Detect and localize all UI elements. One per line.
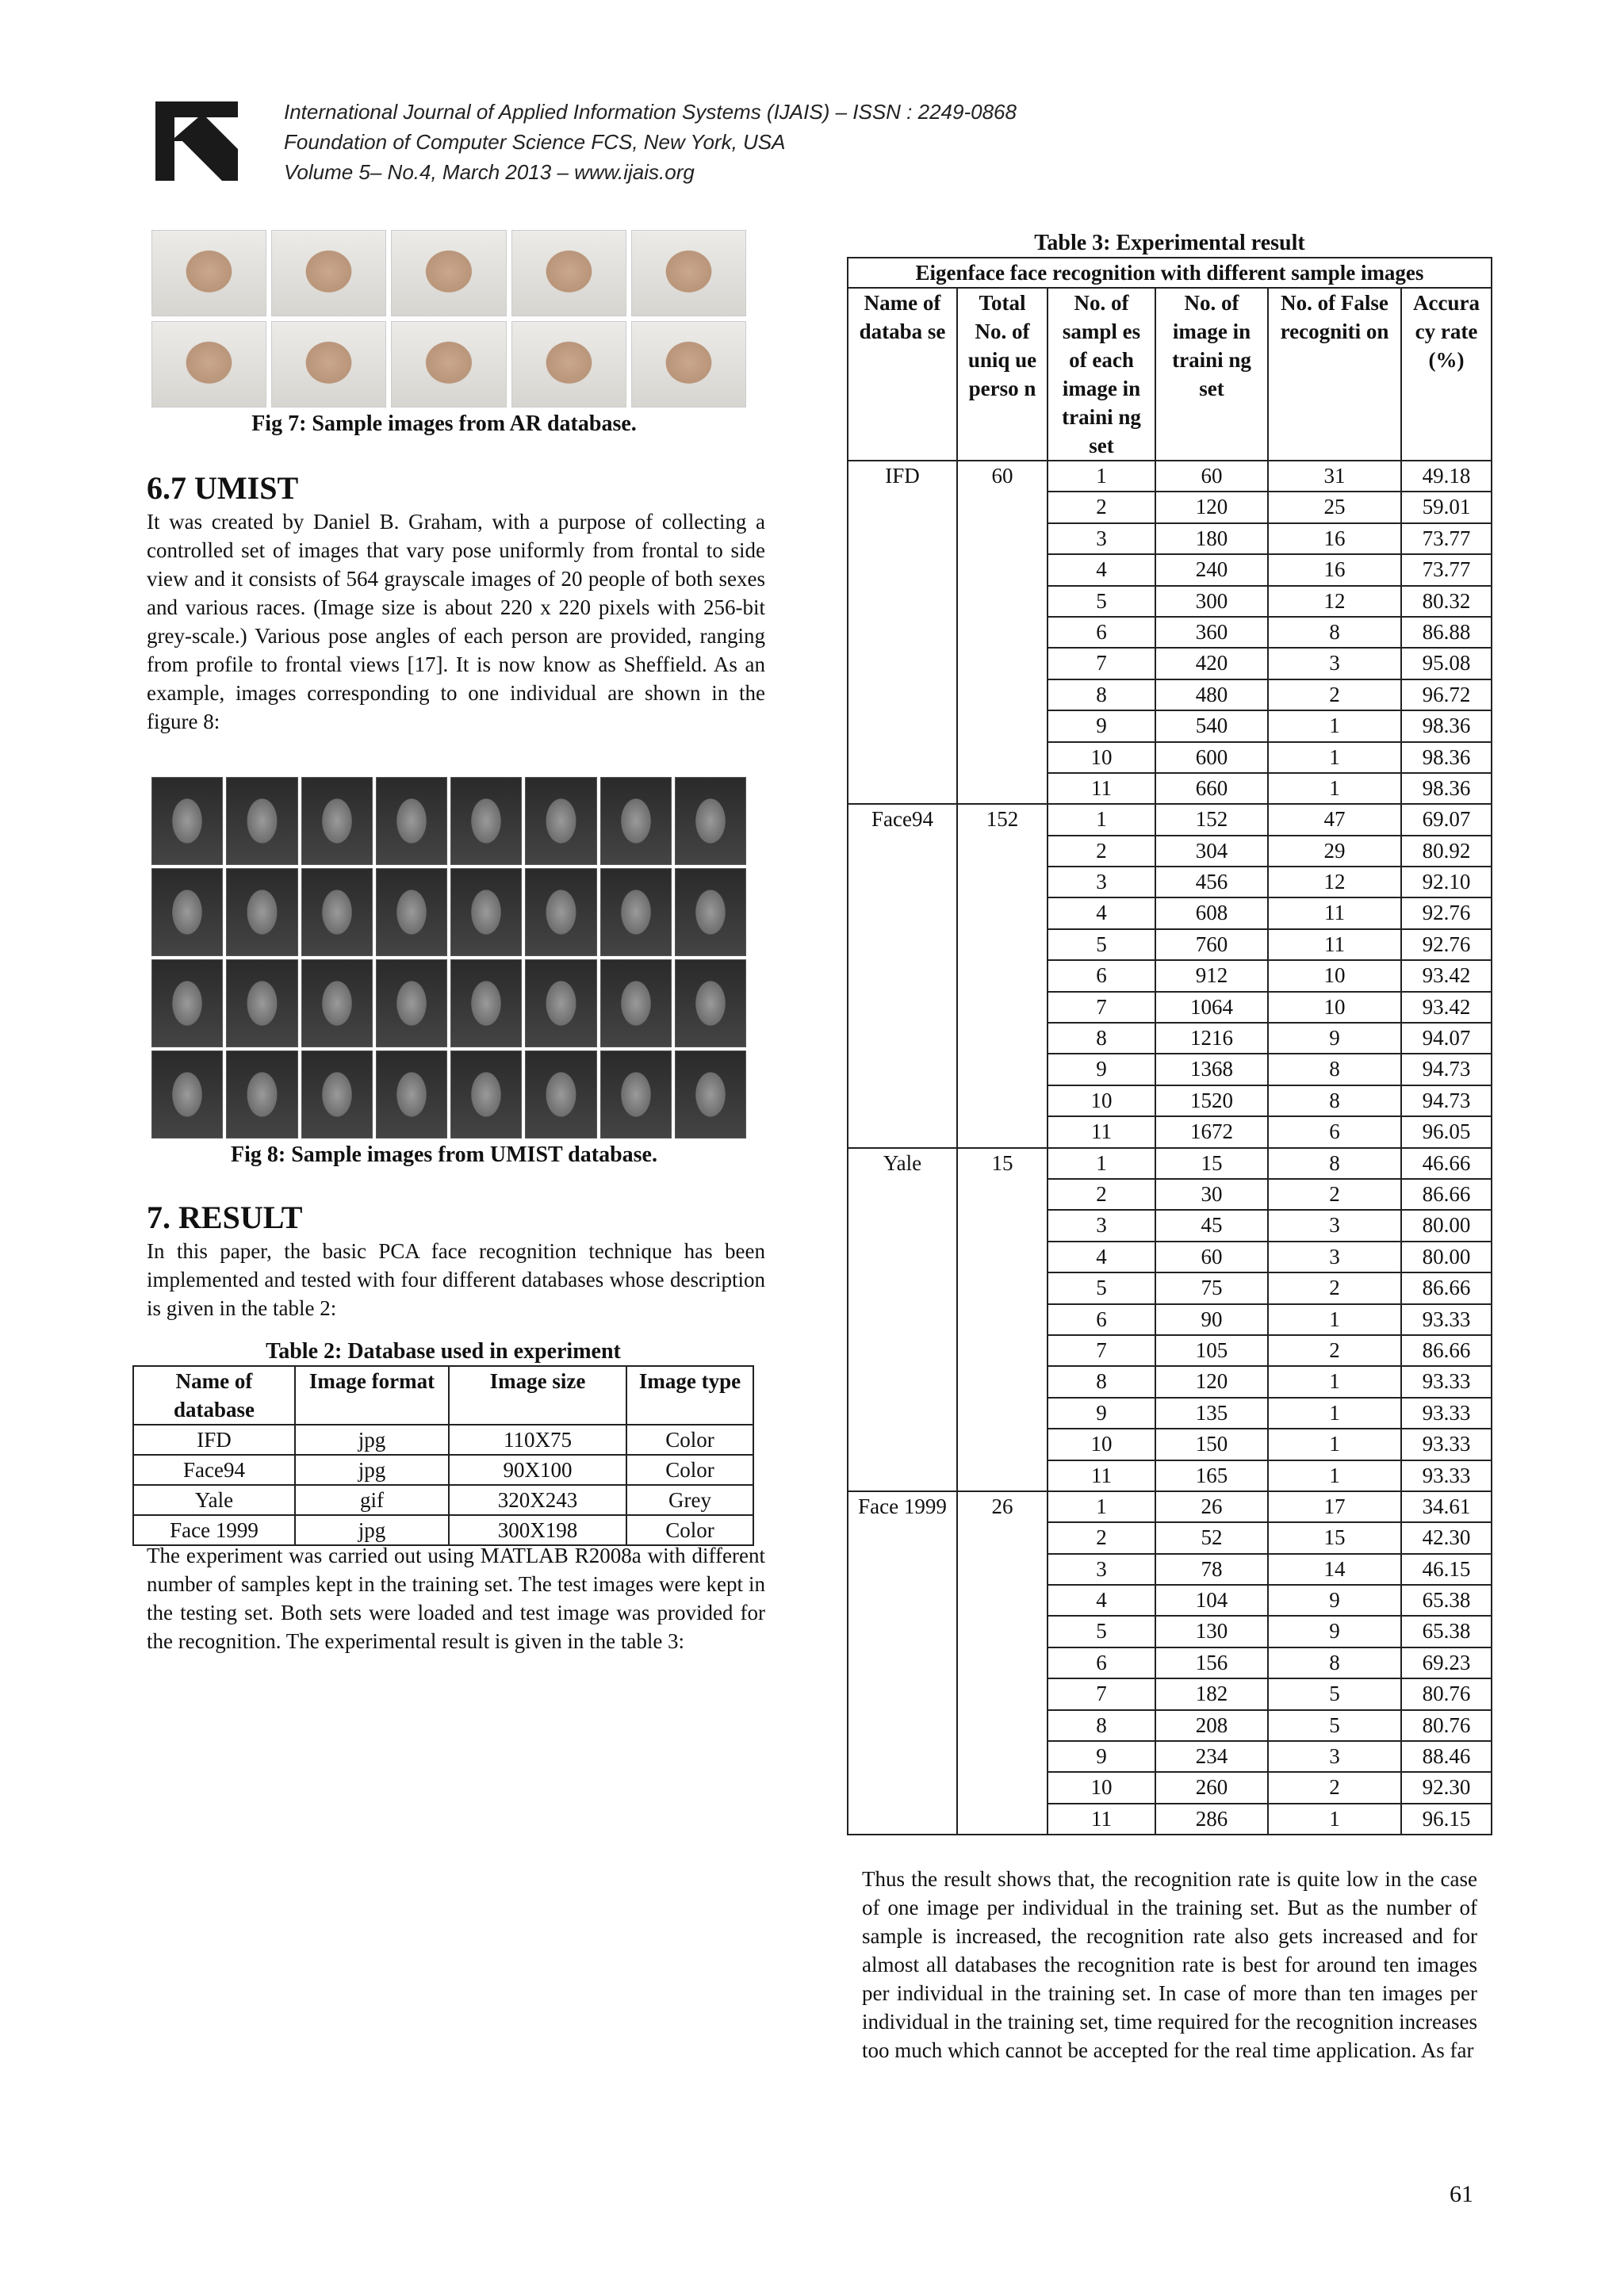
table-cell: 11 bbox=[1268, 929, 1401, 960]
table-cell: 15 bbox=[1268, 1522, 1401, 1553]
table-cell: 1 bbox=[1048, 804, 1155, 835]
column-header: Image type bbox=[626, 1366, 753, 1425]
table-cell: 3 bbox=[1268, 1210, 1401, 1241]
table-cell: 8 bbox=[1268, 1647, 1401, 1678]
table-row bbox=[848, 461, 1492, 492]
journal-logo bbox=[151, 97, 243, 186]
table-cell: 80.92 bbox=[1401, 836, 1492, 867]
table-cell: 26 bbox=[1155, 1491, 1268, 1522]
table-cell: 2 bbox=[1268, 1272, 1401, 1303]
table-cell: 73.77 bbox=[1401, 554, 1492, 585]
table-cell: 1 bbox=[1268, 1804, 1401, 1835]
table-cell: 42.30 bbox=[1401, 1522, 1492, 1553]
total-persons-cell: 15 bbox=[957, 1148, 1048, 1491]
face-image bbox=[301, 1050, 373, 1138]
table-cell: 4 bbox=[1048, 897, 1155, 928]
table-cell: 52 bbox=[1155, 1522, 1268, 1553]
table-3 bbox=[847, 257, 1492, 1835]
database-name-cell: Yale bbox=[848, 1148, 957, 1491]
table-cell: 86.66 bbox=[1401, 1179, 1492, 1210]
table-cell: 11 bbox=[1048, 773, 1155, 804]
table-cell: 16 bbox=[1268, 554, 1401, 585]
database-name-cell: Face94 bbox=[848, 804, 957, 1147]
table-cell: 6 bbox=[1048, 617, 1155, 648]
table-cell: 152 bbox=[1155, 804, 1268, 835]
face-image bbox=[600, 1050, 672, 1138]
column-header: No. of False recogniti on bbox=[1268, 288, 1401, 461]
table-cell: 4 bbox=[1048, 1242, 1155, 1272]
face-image bbox=[675, 868, 746, 956]
table-cell: 1 bbox=[1268, 773, 1401, 804]
table-cell: 60 bbox=[1155, 1242, 1268, 1272]
table-cell: 86.88 bbox=[1401, 617, 1492, 648]
table-cell: 15 bbox=[1155, 1148, 1268, 1179]
table-cell: 208 bbox=[1155, 1710, 1268, 1741]
table-cell: Grey bbox=[626, 1485, 753, 1515]
table-subtitle-row bbox=[848, 258, 1492, 288]
face-image bbox=[631, 230, 746, 316]
table-cell: 10 bbox=[1048, 1085, 1155, 1116]
table-cell: 304 bbox=[1155, 836, 1268, 867]
table-row bbox=[848, 1491, 1492, 1522]
face-image bbox=[151, 1050, 223, 1138]
table2-title: Table 2: Database used in experiment bbox=[266, 1339, 621, 1364]
table-cell: 156 bbox=[1155, 1647, 1268, 1678]
face-image bbox=[301, 868, 373, 956]
table-row bbox=[848, 804, 1492, 835]
section-7-heading: 7. RESULT bbox=[147, 1200, 303, 1235]
table-cell: 93.33 bbox=[1401, 1429, 1492, 1460]
table-cell: 80.76 bbox=[1401, 1678, 1492, 1709]
table-cell: 660 bbox=[1155, 773, 1268, 804]
face-image bbox=[226, 777, 297, 865]
face-image bbox=[600, 777, 672, 865]
conclusion-text: Thus the result shows that, the recognition rate is quite low in the case of one image per individual in the training set. But as the number of sample is increased, the recognition rate also gets increased and for almost all databases the recognition rate is best for around ten images per individual in the training set. In case of more than ten images per individual in the training set, time required for the recognition increases too much which cannot be accepted for the real time application. As far bbox=[862, 1867, 1478, 2062]
table-row bbox=[848, 1148, 1492, 1179]
column-header: Total No. of uniq ue perso n bbox=[957, 288, 1048, 461]
table-cell: 10 bbox=[1268, 960, 1401, 991]
table-cell: 180 bbox=[1155, 523, 1268, 554]
table-cell: 150 bbox=[1155, 1429, 1268, 1460]
table-cell: 11 bbox=[1048, 1804, 1155, 1835]
table-cell: 11 bbox=[1268, 897, 1401, 928]
total-persons-cell: 60 bbox=[957, 461, 1048, 804]
table-cell: 1216 bbox=[1155, 1023, 1268, 1054]
section-7-text-2: The experiment was carried out using MATLAB R2008a with different number of samples kept in the training set. The test images were kept in the testing set. Both sets were loaded and test image was provided for the recognition. The experimental result is given in the table 3: bbox=[147, 1544, 765, 1653]
table-cell: 1368 bbox=[1155, 1054, 1268, 1085]
database-name-cell: Face 1999 bbox=[848, 1491, 957, 1835]
table-cell: 95.08 bbox=[1401, 648, 1492, 679]
table3-title: Table 3: Experimental result bbox=[1034, 231, 1305, 255]
table-cell: 165 bbox=[1155, 1460, 1268, 1491]
face-image bbox=[301, 959, 373, 1047]
table-cell: 760 bbox=[1155, 929, 1268, 960]
table-cell: 9 bbox=[1048, 1054, 1155, 1085]
table-row bbox=[133, 1485, 753, 1515]
table-cell: 98.36 bbox=[1401, 742, 1492, 773]
table-cell: 5 bbox=[1048, 586, 1155, 617]
table-cell: 1 bbox=[1268, 1398, 1401, 1429]
table-cell: 320X243 bbox=[449, 1485, 626, 1515]
face-image bbox=[525, 1050, 596, 1138]
table-cell: 16 bbox=[1268, 523, 1401, 554]
header-line-3: Volume 5– No.4, March 2013 – www.ijais.org bbox=[284, 160, 695, 184]
table-cell: 96.15 bbox=[1401, 1804, 1492, 1835]
fig8-caption: Fig 8: Sample images from UMIST database. bbox=[231, 1142, 657, 1167]
table-cell: 12 bbox=[1268, 586, 1401, 617]
table-cell: 600 bbox=[1155, 742, 1268, 773]
table-cell: 1 bbox=[1048, 461, 1155, 492]
table-cell: 93.33 bbox=[1401, 1398, 1492, 1429]
table-cell: 9 bbox=[1268, 1585, 1401, 1616]
table-cell: 80.76 bbox=[1401, 1710, 1492, 1741]
face-image bbox=[600, 868, 672, 956]
table-cell: jpg bbox=[295, 1425, 449, 1455]
column-header: Image format bbox=[295, 1366, 449, 1425]
table-cell: 6 bbox=[1268, 1116, 1401, 1147]
table-cell: 96.72 bbox=[1401, 679, 1492, 710]
face-image bbox=[525, 868, 596, 956]
table-cell: 94.73 bbox=[1401, 1085, 1492, 1116]
table-cell: 360 bbox=[1155, 617, 1268, 648]
table-cell: 120 bbox=[1155, 1366, 1268, 1397]
table-cell: 456 bbox=[1155, 867, 1268, 897]
table-cell: 80.00 bbox=[1401, 1242, 1492, 1272]
table-cell: 2 bbox=[1048, 836, 1155, 867]
table-cell: 2 bbox=[1268, 1179, 1401, 1210]
table-cell: 73.77 bbox=[1401, 523, 1492, 554]
table-cell: 8 bbox=[1268, 1054, 1401, 1085]
table-cell: 93.42 bbox=[1401, 992, 1492, 1023]
table-cell: 182 bbox=[1155, 1678, 1268, 1709]
table-cell: 1 bbox=[1268, 1460, 1401, 1491]
table-cell: 94.73 bbox=[1401, 1054, 1492, 1085]
face-image bbox=[376, 777, 447, 865]
table-cell: 3 bbox=[1048, 1554, 1155, 1585]
table-cell: 2 bbox=[1048, 492, 1155, 522]
face-image bbox=[226, 959, 297, 1047]
face-image bbox=[525, 777, 596, 865]
table-cell: 1 bbox=[1268, 742, 1401, 773]
table-cell: 86.66 bbox=[1401, 1272, 1492, 1303]
table-cell: 300X198 bbox=[449, 1515, 626, 1545]
header-line-1: International Journal of Applied Information Systems (IJAIS) – ISSN : 2249-0868 bbox=[284, 100, 1017, 124]
table-cell: 6 bbox=[1048, 1647, 1155, 1678]
face-image bbox=[301, 777, 373, 865]
section-6-7-heading: 6.7 UMIST bbox=[147, 470, 299, 506]
table-cell: Color bbox=[626, 1515, 753, 1545]
table-cell: 86.66 bbox=[1401, 1335, 1492, 1366]
face-image bbox=[675, 777, 746, 865]
face-image bbox=[675, 1050, 746, 1138]
fig7-image-grid bbox=[151, 230, 746, 408]
table-cell: 65.38 bbox=[1401, 1616, 1492, 1647]
face-image bbox=[151, 230, 266, 316]
table-cell: Face 1999 bbox=[133, 1515, 295, 1545]
table-cell: 260 bbox=[1155, 1772, 1268, 1803]
table-cell: 46.15 bbox=[1401, 1554, 1492, 1585]
table-cell: 90X100 bbox=[449, 1455, 626, 1485]
table-cell: 17 bbox=[1268, 1491, 1401, 1522]
table-cell: 78 bbox=[1155, 1554, 1268, 1585]
table-cell: 92.76 bbox=[1401, 897, 1492, 928]
face-image bbox=[600, 959, 672, 1047]
table-cell: 2 bbox=[1268, 1772, 1401, 1803]
table-cell: 1 bbox=[1268, 1366, 1401, 1397]
table-cell: 9 bbox=[1048, 1741, 1155, 1772]
table-cell: 4 bbox=[1048, 1585, 1155, 1616]
face-image bbox=[376, 959, 447, 1047]
table-cell: 104 bbox=[1155, 1585, 1268, 1616]
table-cell: 105 bbox=[1155, 1335, 1268, 1366]
database-name-cell: IFD bbox=[848, 461, 957, 804]
table-cell: 3 bbox=[1268, 1741, 1401, 1772]
table-cell: 90 bbox=[1155, 1304, 1268, 1335]
table-cell: 1064 bbox=[1155, 992, 1268, 1023]
table-cell: 9 bbox=[1268, 1023, 1401, 1054]
table-cell: 5 bbox=[1268, 1710, 1401, 1741]
table-cell: 5 bbox=[1048, 1616, 1155, 1647]
table-cell: 47 bbox=[1268, 804, 1401, 835]
table-cell: jpg bbox=[295, 1515, 449, 1545]
table-cell: 65.38 bbox=[1401, 1585, 1492, 1616]
table-cell: 93.42 bbox=[1401, 960, 1492, 991]
table-cell: 4 bbox=[1048, 554, 1155, 585]
table-cell: 2 bbox=[1048, 1179, 1155, 1210]
table-cell: 96.05 bbox=[1401, 1116, 1492, 1147]
page-number: 61 bbox=[1450, 2181, 1473, 2207]
table-cell: 1520 bbox=[1155, 1085, 1268, 1116]
table-cell: gif bbox=[295, 1485, 449, 1515]
table-cell: 69.07 bbox=[1401, 804, 1492, 835]
table-header-row bbox=[133, 1366, 753, 1425]
table-cell: 10 bbox=[1268, 992, 1401, 1023]
face-image bbox=[391, 230, 506, 316]
table-cell: 11 bbox=[1048, 1460, 1155, 1491]
table-cell: 5 bbox=[1048, 929, 1155, 960]
table-cell: 10 bbox=[1048, 1772, 1155, 1803]
total-persons-cell: 152 bbox=[957, 804, 1048, 1147]
table-cell: 45 bbox=[1155, 1210, 1268, 1241]
table-cell: 9 bbox=[1048, 1398, 1155, 1429]
table-cell: 9 bbox=[1268, 1616, 1401, 1647]
face-image bbox=[376, 868, 447, 956]
table-cell: 60 bbox=[1155, 461, 1268, 492]
face-image bbox=[450, 959, 522, 1047]
table-cell: 8 bbox=[1048, 679, 1155, 710]
table-cell: 75 bbox=[1155, 1272, 1268, 1303]
face-image bbox=[151, 868, 223, 956]
face-image bbox=[226, 1050, 297, 1138]
table-cell: 3 bbox=[1048, 1210, 1155, 1241]
table-cell: 30 bbox=[1155, 1179, 1268, 1210]
table-cell: 480 bbox=[1155, 679, 1268, 710]
table-cell: 98.36 bbox=[1401, 710, 1492, 741]
table-cell: 2 bbox=[1268, 679, 1401, 710]
table-cell: 7 bbox=[1048, 1678, 1155, 1709]
table-cell: 6 bbox=[1048, 1304, 1155, 1335]
table-cell: 7 bbox=[1048, 1335, 1155, 1366]
face-image bbox=[151, 777, 223, 865]
face-image bbox=[450, 1050, 522, 1138]
table-cell: 92.10 bbox=[1401, 867, 1492, 897]
face-image bbox=[151, 959, 223, 1047]
table-cell: 9 bbox=[1048, 710, 1155, 741]
journal-header bbox=[284, 97, 1017, 187]
table-cell: 80.32 bbox=[1401, 586, 1492, 617]
table-cell: 10 bbox=[1048, 742, 1155, 773]
table-cell: 5 bbox=[1048, 1272, 1155, 1303]
table-cell: 49.18 bbox=[1401, 461, 1492, 492]
table-cell: 11 bbox=[1048, 1116, 1155, 1147]
table-cell: 1 bbox=[1048, 1148, 1155, 1179]
table-cell: 12 bbox=[1268, 867, 1401, 897]
header-line-2: Foundation of Computer Science FCS, New York, USA bbox=[284, 130, 786, 154]
table-cell: 59.01 bbox=[1401, 492, 1492, 522]
face-image bbox=[226, 868, 297, 956]
table-cell: Yale bbox=[133, 1485, 295, 1515]
table-cell: 420 bbox=[1155, 648, 1268, 679]
table-cell: 8 bbox=[1268, 617, 1401, 648]
table-cell: 608 bbox=[1155, 897, 1268, 928]
face-image bbox=[450, 868, 522, 956]
fig7-caption: Fig 7: Sample images from AR database. bbox=[251, 411, 637, 436]
table-cell: 135 bbox=[1155, 1398, 1268, 1429]
table-cell: 1672 bbox=[1155, 1116, 1268, 1147]
table-cell: 8 bbox=[1048, 1366, 1155, 1397]
table-cell: 912 bbox=[1155, 960, 1268, 991]
table-cell: 29 bbox=[1268, 836, 1401, 867]
table-cell: 92.76 bbox=[1401, 929, 1492, 960]
table-cell: 8 bbox=[1048, 1023, 1155, 1054]
total-persons-cell: 26 bbox=[957, 1491, 1048, 1835]
column-header: Image size bbox=[449, 1366, 626, 1425]
face-image bbox=[450, 777, 522, 865]
table-cell: IFD bbox=[133, 1425, 295, 1455]
table-cell: 5 bbox=[1268, 1678, 1401, 1709]
table-cell: 31 bbox=[1268, 461, 1401, 492]
table-cell: 93.33 bbox=[1401, 1366, 1492, 1397]
table-cell: 1 bbox=[1268, 1429, 1401, 1460]
table-cell: 46.66 bbox=[1401, 1148, 1492, 1179]
table3-subtitle: Eigenface face recognition with different sample images bbox=[848, 258, 1492, 288]
face-image bbox=[271, 321, 386, 408]
table-cell: 300 bbox=[1155, 586, 1268, 617]
table-cell: Color bbox=[626, 1455, 753, 1485]
table-cell: 98.36 bbox=[1401, 773, 1492, 804]
section-6-7-text: It was created by Daniel B. Graham, with a purpose of collecting a controlled set of images that vary pose uniformly from frontal to side view and it consists of 564 grayscale images of 20 people of both sexes and various races. (Image size is about 220 x 220 pixels with 256-bit grey-scale.) Various pose angles of each person are provided, ranging from profile to frontal views [17]. It is now know as Sheffield. As an example, images corresponding to one individual are shown in the figure 8: bbox=[147, 510, 765, 733]
column-header: Name of database bbox=[133, 1366, 295, 1425]
table-cell: 3 bbox=[1048, 523, 1155, 554]
table-cell: 69.23 bbox=[1401, 1647, 1492, 1678]
face-image bbox=[675, 959, 746, 1047]
table-cell: 540 bbox=[1155, 710, 1268, 741]
table-cell: 94.07 bbox=[1401, 1023, 1492, 1054]
table-cell: 286 bbox=[1155, 1804, 1268, 1835]
face-image bbox=[511, 321, 626, 408]
section-7-text: In this paper, the basic PCA face recognition technique has been implemented and tested with four different databases whose description is given in the table 2: bbox=[147, 1239, 765, 1320]
face-image bbox=[511, 230, 626, 316]
table-cell: 8 bbox=[1048, 1710, 1155, 1741]
table-cell: 3 bbox=[1268, 1242, 1401, 1272]
table-cell: 1 bbox=[1048, 1491, 1155, 1522]
table-row bbox=[133, 1425, 753, 1455]
column-header: Accura cy rate (%) bbox=[1401, 288, 1492, 461]
table-cell: Face94 bbox=[133, 1455, 295, 1485]
table-cell: 80.00 bbox=[1401, 1210, 1492, 1241]
face-image bbox=[631, 321, 746, 408]
table-3-body bbox=[848, 461, 1492, 1835]
face-image bbox=[151, 321, 266, 408]
table-cell: 93.33 bbox=[1401, 1460, 1492, 1491]
table-cell: 110X75 bbox=[449, 1425, 626, 1455]
table-cell: 120 bbox=[1155, 492, 1268, 522]
table-cell: 92.30 bbox=[1401, 1772, 1492, 1803]
table-cell: 7 bbox=[1048, 992, 1155, 1023]
table-header-row bbox=[848, 288, 1492, 461]
table-cell: 234 bbox=[1155, 1741, 1268, 1772]
table-cell: 88.46 bbox=[1401, 1741, 1492, 1772]
table-cell: jpg bbox=[295, 1455, 449, 1485]
table-cell: 10 bbox=[1048, 1429, 1155, 1460]
table-cell: 240 bbox=[1155, 554, 1268, 585]
column-header: Name of databa se bbox=[848, 288, 957, 461]
column-header: No. of image in traini ng set bbox=[1155, 288, 1268, 461]
table-cell: 6 bbox=[1048, 960, 1155, 991]
table-2 bbox=[132, 1365, 754, 1546]
table-cell: 1 bbox=[1268, 1304, 1401, 1335]
table-cell: 1 bbox=[1268, 710, 1401, 741]
face-image bbox=[525, 959, 596, 1047]
table-cell: 2 bbox=[1048, 1522, 1155, 1553]
table-cell: 25 bbox=[1268, 492, 1401, 522]
table-cell: 8 bbox=[1268, 1148, 1401, 1179]
face-image bbox=[271, 230, 386, 316]
face-image bbox=[391, 321, 506, 408]
table-cell: 14 bbox=[1268, 1554, 1401, 1585]
table-cell: Color bbox=[626, 1425, 753, 1455]
table-cell: 3 bbox=[1048, 867, 1155, 897]
table-row bbox=[133, 1455, 753, 1485]
table-cell: 8 bbox=[1268, 1085, 1401, 1116]
table-cell: 34.61 bbox=[1401, 1491, 1492, 1522]
table-cell: 130 bbox=[1155, 1616, 1268, 1647]
table-cell: 2 bbox=[1268, 1335, 1401, 1366]
table-cell: 3 bbox=[1268, 648, 1401, 679]
table-cell: 93.33 bbox=[1401, 1304, 1492, 1335]
table-cell: 7 bbox=[1048, 648, 1155, 679]
face-image bbox=[376, 1050, 447, 1138]
fig8-image-grid bbox=[151, 777, 746, 1138]
column-header: No. of sampl es of each image in traini ng set bbox=[1048, 288, 1155, 461]
